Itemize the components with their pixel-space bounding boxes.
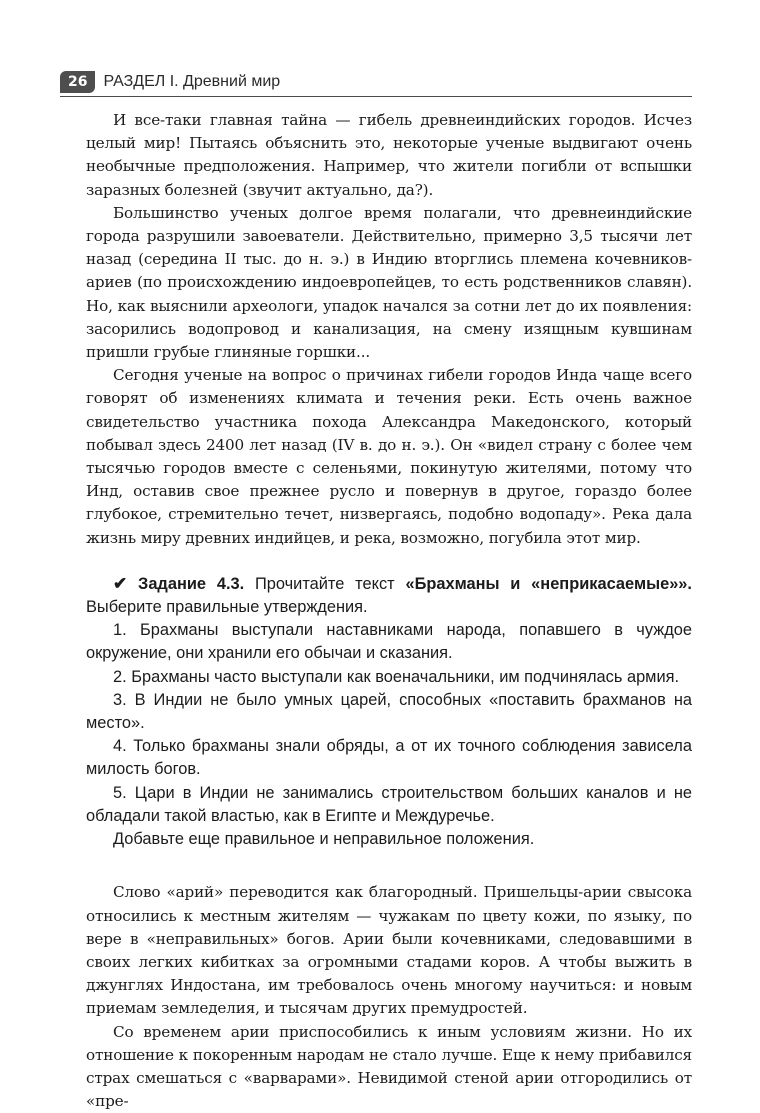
checkmark-icon: ✔ <box>113 573 128 593</box>
task-footer: Добавьте еще правильное и неправильное положения. <box>113 830 535 849</box>
task-intro: Прочитайте текст <box>254 574 395 593</box>
textbook-page <box>68 70 692 1113</box>
task-item: 1. Брахманы выступали наставниками народа, попавшего в чуждое окружение, они хранили его обычаи и сказания. <box>86 621 692 663</box>
paragraph: Сегодня ученые на вопрос о причинах гибели городов Инда чаще всего говорят об изменениях климата и течения реки. Есть очень важное свидетельство участника похода Александра Македонского, который побывал здесь 2400 лет назад (IV в. до н. э.). Он «видел страну с более чем тысячью городов вместе с селеньями, покинутую жителями, потому что Инд, оставив свое прежнее русло и повернув в другое, гораздо более глубокое, стремительно течет, низвергаясь, подобно водопаду». Река дала жизнь миру древних индийцев, и река, возможно, погубила этот мир. <box>86 366 692 547</box>
task-item: 2. Брахманы часто выступали как военачальники, им подчинялась армия. <box>113 667 680 686</box>
task-item: 4. Только брахманы знали обряды, а от их точного соблюдения зависела милость богов. <box>86 737 692 779</box>
body-text-bottom <box>86 881 692 1113</box>
paragraph: Слово «арий» переводится как благородный. Пришельцы-арии свысока относились к местным жителям — чужакам по цвету кожи, по языку, по вере в «неправильных» богов. Арии были кочевниками, следовавшими в своих легких кибитках за огромными стадами коров. А чтобы выжить в джунглях Индостана, им требовалось очень многому научиться: и новым приемам земледелия, и тысячам других премудростей. <box>86 883 692 1018</box>
running-header <box>60 70 692 97</box>
task-block <box>86 572 692 851</box>
paragraph: Со временем арии приспособились к иным условиям жизни. Но их отношение к покоренным народам не стало лучше. Еще к нему прибавился страх смешаться с «варварами». Невидимой стеной арии отгородились от «пре- <box>86 1022 692 1111</box>
task-label: Задание 4.3. <box>138 574 245 593</box>
task-heading <box>86 572 692 619</box>
task-text-title: «Брахманы и «неприкасаемые»». <box>405 574 692 593</box>
paragraph: Большинство ученых долгое время полагали, что древнеиндийские города разрушили завоеватели. Действительно, примерно 3,5 тысячи лет назад (середина II тыс. до н. э.) в Индию вторглись племена кочевников-ариев (по происхождению индоевропейцев, то есть родственников славян). Но, как выяснили археологи, упадок начался за сотни лет до их появления: засорились водопровод и канализация, на смену изящным кувшинам пришли грубые глиняные горшки... <box>86 203 692 362</box>
paragraph: И все-таки главная тайна — гибель древнеиндийских городов. Исчез целый мир! Пытаясь объяснить это, некоторые ученые выдвигают очень необычные предположения. Например, что жители погибли от вспышки заразных болезней (звучит актуально, да?). <box>86 111 692 199</box>
task-item: 5. Цари в Индии не занимались строительством больших каналов и не обладали такой властью, как в Египте и Междуречье. <box>86 783 692 825</box>
task-instruction: Выберите правильные утверждения. <box>86 598 368 617</box>
body-text-top <box>86 109 692 550</box>
section-title: РАЗДЕЛ I. Древний мир <box>103 73 281 90</box>
page-number-badge: 26 <box>60 71 95 93</box>
task-item: 3. В Индии не было умных царей, способных «поставить брахманов на место». <box>86 690 692 733</box>
